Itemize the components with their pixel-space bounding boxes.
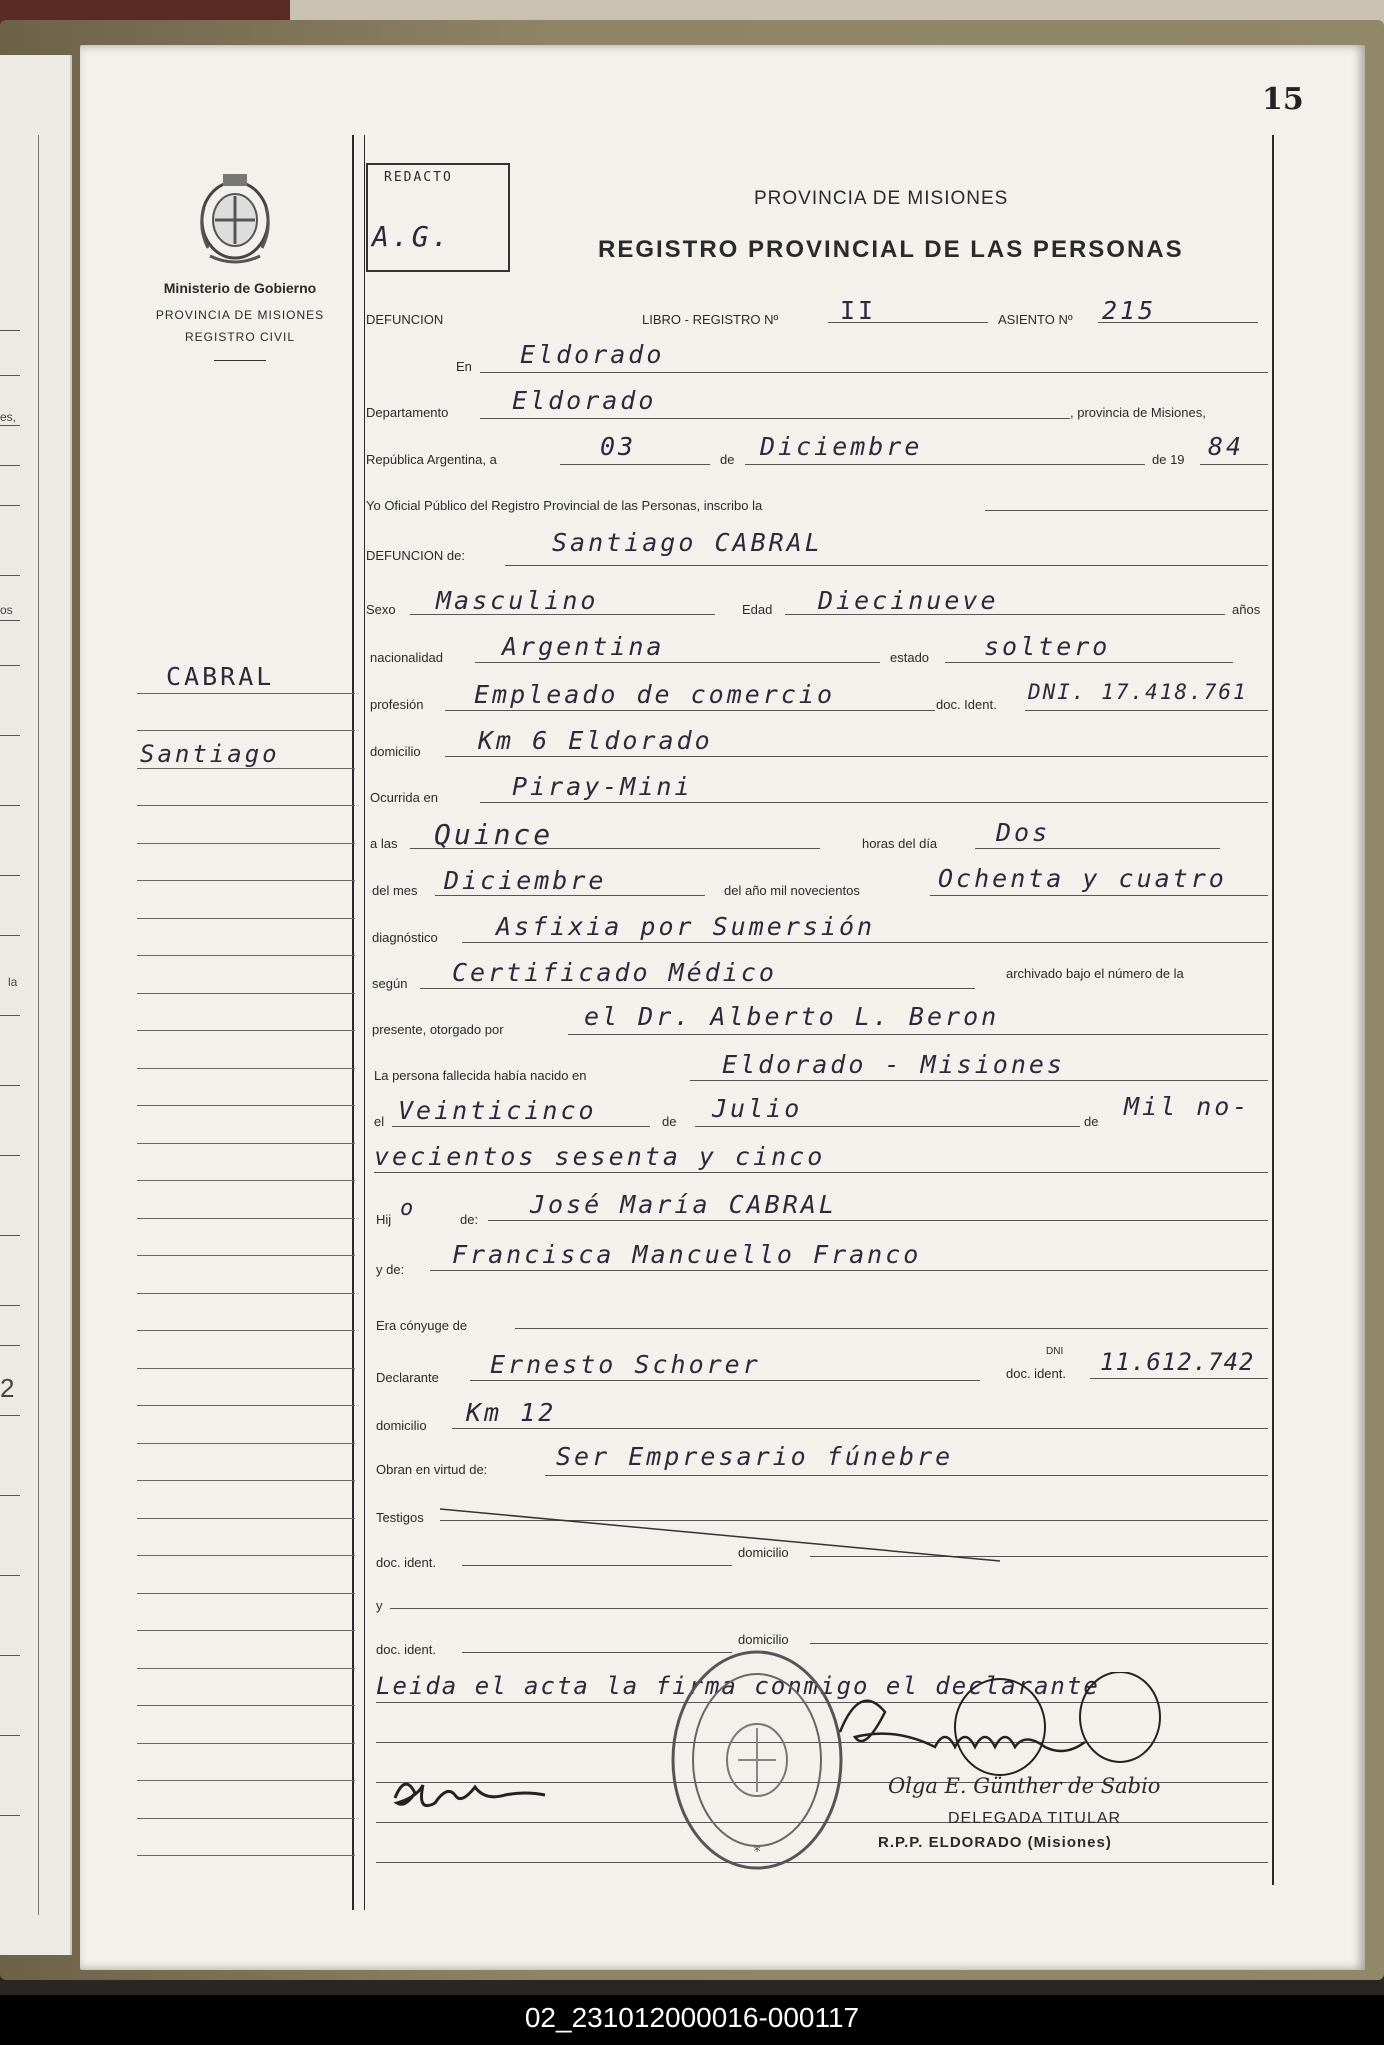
- nacionalidad-label: nacionalidad: [370, 650, 444, 665]
- domicilio-label: domicilio: [370, 744, 421, 759]
- defuncion-heading: DEFUNCION: [366, 312, 444, 327]
- official-name: Olga E. Günther de Sabio: [888, 1774, 1161, 1798]
- birth-month-value: Julio: [712, 1094, 803, 1123]
- declarante-label: Declarante: [376, 1370, 439, 1385]
- declarante-value: Ernesto Schorer: [490, 1350, 761, 1379]
- presente-label: presente, otorgado por: [372, 1022, 504, 1037]
- column-divider: [352, 135, 354, 1910]
- declarant-signature: [385, 1768, 575, 1818]
- oficial-text: Yo Oficial Público del Registro Provincial de las Personas, inscribo la: [366, 498, 763, 513]
- de3-label: de: [1084, 1114, 1099, 1129]
- de-label: de: [720, 452, 735, 467]
- asiento-label: ASIENTO Nº: [998, 312, 1073, 327]
- decl-doc-label: doc. ident.: [1006, 1366, 1066, 1381]
- sexo-value: Masculino: [436, 586, 599, 615]
- scan-id: 02_231012000016-000117: [524, 2002, 860, 2033]
- left-page-fragment: es,: [0, 410, 17, 424]
- asiento-value: 215: [1102, 296, 1157, 325]
- ministry-registry: REGISTRO CIVIL: [184, 330, 296, 344]
- official-title: DELEGADA TITULAR: [948, 1810, 1122, 1827]
- day-value: 03: [600, 432, 637, 461]
- provincia-suffix: , provincia de Misiones,: [1070, 405, 1206, 420]
- testigos-label: Testigos: [376, 1510, 424, 1525]
- father-name: José María CABRAL: [530, 1190, 837, 1219]
- segun-value: Certificado Médico: [452, 958, 777, 987]
- witness-strike-line: [440, 1505, 1000, 1565]
- horas-value: Dos: [996, 818, 1051, 847]
- departamento-value: Eldorado: [512, 386, 657, 415]
- de4-label: de:: [460, 1212, 479, 1227]
- svg-text:*: *: [753, 1844, 761, 1860]
- province-title: PROVINCIA DE MISIONES: [754, 188, 1009, 209]
- profesion-label: profesión: [370, 697, 424, 712]
- ocurrida-value: Piray-Mini: [512, 772, 693, 801]
- doc-ident-label-2: doc. ident.: [376, 1642, 436, 1657]
- previous-page-edge: [0, 55, 72, 1955]
- diagnostico-value: Asfixia por Sumersión: [496, 912, 876, 941]
- del-mes-value: Diciembre: [444, 866, 607, 895]
- domicilio-label-1: domicilio: [738, 1545, 789, 1560]
- obran-label: Obran en virtud de:: [376, 1462, 488, 1477]
- right-margin-rule: [1272, 135, 1274, 1885]
- obran-value: Ser Empresario fúnebre: [556, 1442, 954, 1471]
- official-office: R.P.P. ELDORADO (Misiones): [878, 1834, 1112, 1851]
- ocurrida-label: Ocurrida en: [370, 790, 438, 805]
- libro-label: LIBRO - REGISTRO Nº: [642, 312, 779, 327]
- de2-label: de: [662, 1114, 677, 1129]
- departamento-label: Departamento: [366, 405, 449, 420]
- doc-ident-label-1: doc. ident.: [376, 1555, 436, 1570]
- closing-statement: Leida el acta la firma conmigo el declarante: [376, 1672, 1100, 1700]
- ministry-province: PROVINCIA DE MISIONES: [155, 308, 325, 322]
- deceased-name: Santiago CABRAL: [552, 528, 823, 557]
- registry-title: REGISTRO PROVINCIAL DE LAS PERSONAS: [598, 236, 1184, 263]
- doc-label: doc. Ident.: [936, 697, 997, 712]
- redacto-label: REDACTO: [384, 170, 453, 185]
- profesion-value: Empleado de comercio: [474, 680, 836, 709]
- birth-year-value-2: vecientos sesenta y cinco: [374, 1142, 826, 1171]
- ministry-name: Ministerio de Gobierno: [163, 280, 317, 296]
- nacido-label: La persona fallecida había nacido en: [374, 1068, 587, 1083]
- archivado-label: archivado bajo el número de la: [1006, 966, 1184, 981]
- estado-label: estado: [890, 650, 930, 665]
- hijo-label: Hij: [376, 1212, 392, 1227]
- conyuge-label: Era cónyuge de: [376, 1318, 468, 1333]
- year-value: 84: [1208, 432, 1245, 461]
- a-las-label: a las: [370, 836, 398, 851]
- hijo-suffix: o: [400, 1196, 417, 1221]
- left-page-fragment: os: [0, 603, 13, 617]
- anio-value: Ochenta y cuatro: [938, 864, 1227, 893]
- presente-value: el Dr. Alberto L. Beron: [584, 1002, 1000, 1031]
- en-label: En: [456, 359, 472, 374]
- left-page-fragment: la: [8, 975, 18, 989]
- margin-surname: CABRAL: [166, 662, 275, 691]
- sexo-label: Sexo: [366, 602, 396, 617]
- y-label: y: [376, 1598, 383, 1613]
- libro-value: II: [840, 296, 877, 325]
- y-de-label: y de:: [376, 1262, 405, 1277]
- doc-value: DNI. 17.418.761: [1028, 680, 1248, 704]
- page-number: 15: [1262, 82, 1304, 117]
- defuncion-de-label: DEFUNCION de:: [366, 548, 465, 563]
- birth-day-value: Veinticinco: [398, 1096, 597, 1125]
- month-value: Diciembre: [760, 432, 923, 461]
- horas-label: horas del día: [862, 836, 938, 851]
- domicilio-value: Km 6 Eldorado: [478, 726, 713, 755]
- estado-value: soltero: [984, 632, 1111, 661]
- del-mes-label: del mes: [372, 883, 418, 898]
- birth-year-value-1: Mil no-: [1124, 1092, 1251, 1121]
- decl-doc-value: 11.612.742: [1100, 1348, 1255, 1376]
- edad-value: Diecinueve: [818, 586, 999, 615]
- decl-doc-prefix: DNI: [1046, 1346, 1064, 1357]
- mother-name: Francisca Mancuello Franco: [452, 1240, 922, 1269]
- anio-label: del año mil novecientos: [724, 883, 860, 898]
- a-las-value: Quince: [434, 818, 554, 851]
- decl-domicilio-label: domicilio: [376, 1418, 427, 1433]
- column-divider: [364, 135, 365, 1910]
- margin-given-name: Santiago: [140, 740, 280, 768]
- year-prefix: de 19: [1152, 452, 1185, 467]
- segun-label: según: [372, 976, 408, 991]
- redacto-initials: A.G.: [372, 220, 452, 253]
- official-signature: [820, 1672, 1200, 1782]
- edad-label: Edad: [742, 602, 773, 617]
- diagnostico-label: diagnóstico: [372, 930, 438, 945]
- nacionalidad-value: Argentina: [502, 632, 665, 661]
- domicilio-label-2: domicilio: [738, 1632, 789, 1647]
- anos-label: años: [1232, 602, 1261, 617]
- coat-of-arms-icon: [190, 168, 280, 268]
- nacido-value: Eldorado - Misiones: [722, 1050, 1065, 1079]
- decl-domicilio-value: Km 12: [466, 1398, 557, 1427]
- left-page-fragment: 2: [0, 1373, 15, 1403]
- republica-label: República Argentina, a: [366, 452, 497, 467]
- en-value: Eldorado: [520, 340, 665, 369]
- el-label: el: [374, 1114, 385, 1129]
